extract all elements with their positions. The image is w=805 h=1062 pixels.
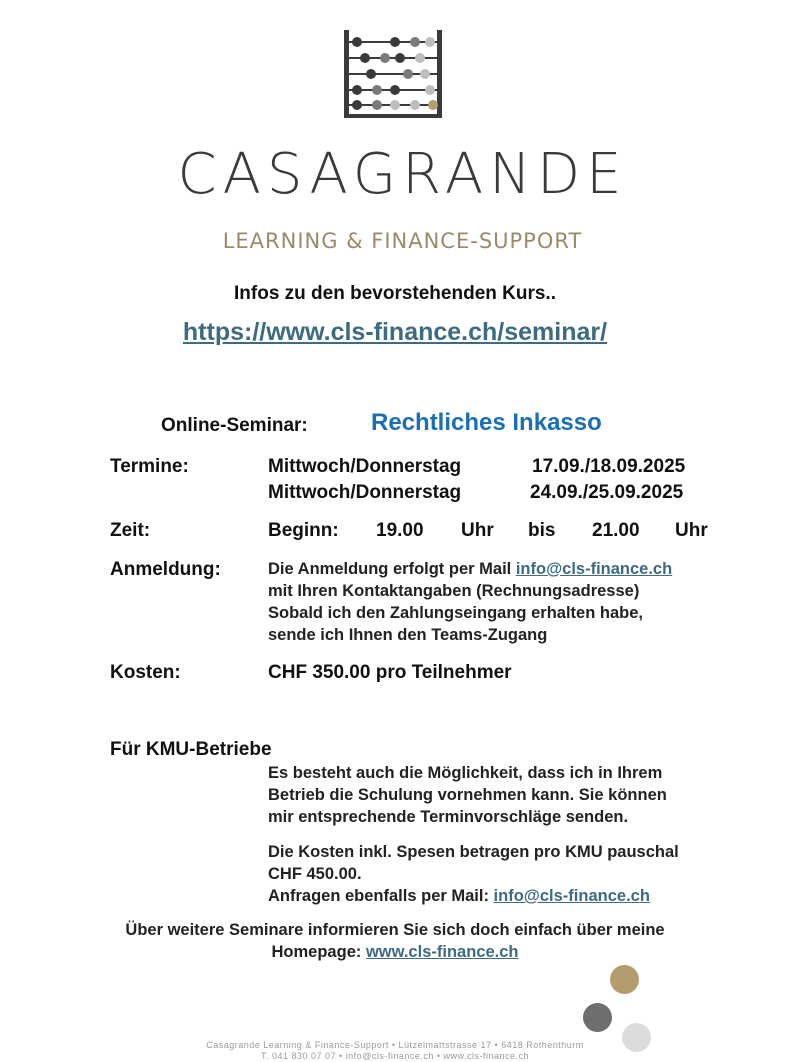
closing-line1: Über weitere Seminare informieren Sie sich doch einfach über meine	[125, 921, 665, 939]
logo-tagline: LEARNING & FINANCE-SUPPORT	[222, 229, 583, 253]
termin-2-days: Mittwoch/Donnerstag	[268, 482, 462, 503]
kmu-p1-line2: Betrieb die Schulung vornehmen kann. Sie können	[268, 786, 667, 804]
anmeldung-line4: sende ich Ihnen den Teams-Zugang	[268, 626, 548, 644]
kmu-heading: Für KMU-Betriebe	[110, 739, 272, 760]
termin-2-dates: 24.09./25.09.2025	[530, 482, 684, 503]
closing-text	[0, 919, 790, 963]
intro-text: Infos zu den bevorstehenden Kurs..	[234, 283, 556, 304]
closing-line2: Homepage:	[271, 943, 366, 961]
zeit-bis: bis	[528, 520, 556, 541]
decor-circle-gray	[583, 1003, 612, 1032]
anmeldung-label: Anmeldung:	[110, 559, 221, 580]
decor-circle-gold	[610, 965, 639, 994]
zeit-start: 19.00	[376, 520, 424, 541]
anmeldung-line1: Die Anmeldung erfolgt per Mail	[268, 560, 516, 578]
kmu-p2-line1: Die Kosten inkl. Spesen betragen pro KMU pauschal	[268, 843, 679, 861]
zeit-begin-label: Beginn:	[268, 520, 339, 541]
zeit-label: Zeit:	[110, 520, 151, 541]
zeit-uhr-2: Uhr	[675, 520, 708, 541]
kmu-email-link[interactable]: info@cls-finance.ch	[493, 887, 650, 905]
zeit-uhr-1: Uhr	[461, 520, 494, 541]
seminar-title: Rechtliches Inkasso	[371, 409, 602, 436]
termine-label: Termine:	[110, 456, 189, 477]
kmu-p2-line2: CHF 450.00.	[268, 865, 362, 883]
termin-1-days: Mittwoch/Donnerstag	[268, 456, 462, 477]
kosten-label: Kosten:	[110, 662, 181, 683]
kmu-paragraph-1	[268, 762, 738, 828]
footer-address: Casagrande Learning & Finance-Support • Lützelmattstrasse 17 • 6418 Rothenthurm	[206, 1040, 584, 1050]
kmu-p1-line3: mir entsprechende Terminvorschläge senden.	[268, 808, 629, 826]
kosten-value: CHF 350.00 pro Teilnehmer	[268, 662, 512, 683]
zeit-end: 21.00	[592, 520, 640, 541]
kmu-p2-line3: Anfragen ebenfalls per Mail:	[268, 887, 494, 905]
footer-contact: T. 041 830 07 07 • info@cls-finance.ch • www.cls-finance.ch	[260, 1051, 530, 1061]
abacus-logo-icon	[338, 30, 448, 120]
homepage-link[interactable]: www.cls-finance.ch	[365, 943, 519, 961]
anmeldung-email-link[interactable]: info@cls-finance.ch	[515, 560, 673, 578]
logo-wordmark: CASAGRANDE	[177, 142, 628, 207]
seminar-label: Online-Seminar:	[161, 415, 308, 436]
kmu-p1-line1: Es besteht auch die Möglichkeit, dass ich in Ihrem	[268, 764, 663, 782]
anmeldung-line2: mit Ihren Kontaktangaben (Rechnungsadresse)	[268, 582, 640, 600]
kmu-paragraph-2	[268, 841, 738, 907]
anmeldung-line3: Sobald ich den Zahlungseingang erhalten habe,	[268, 604, 643, 622]
seminar-link[interactable]: https://www.cls-finance.ch/seminar/	[182, 318, 608, 346]
termin-1-dates: 17.09./18.09.2025	[532, 456, 686, 477]
anmeldung-text	[268, 558, 738, 646]
